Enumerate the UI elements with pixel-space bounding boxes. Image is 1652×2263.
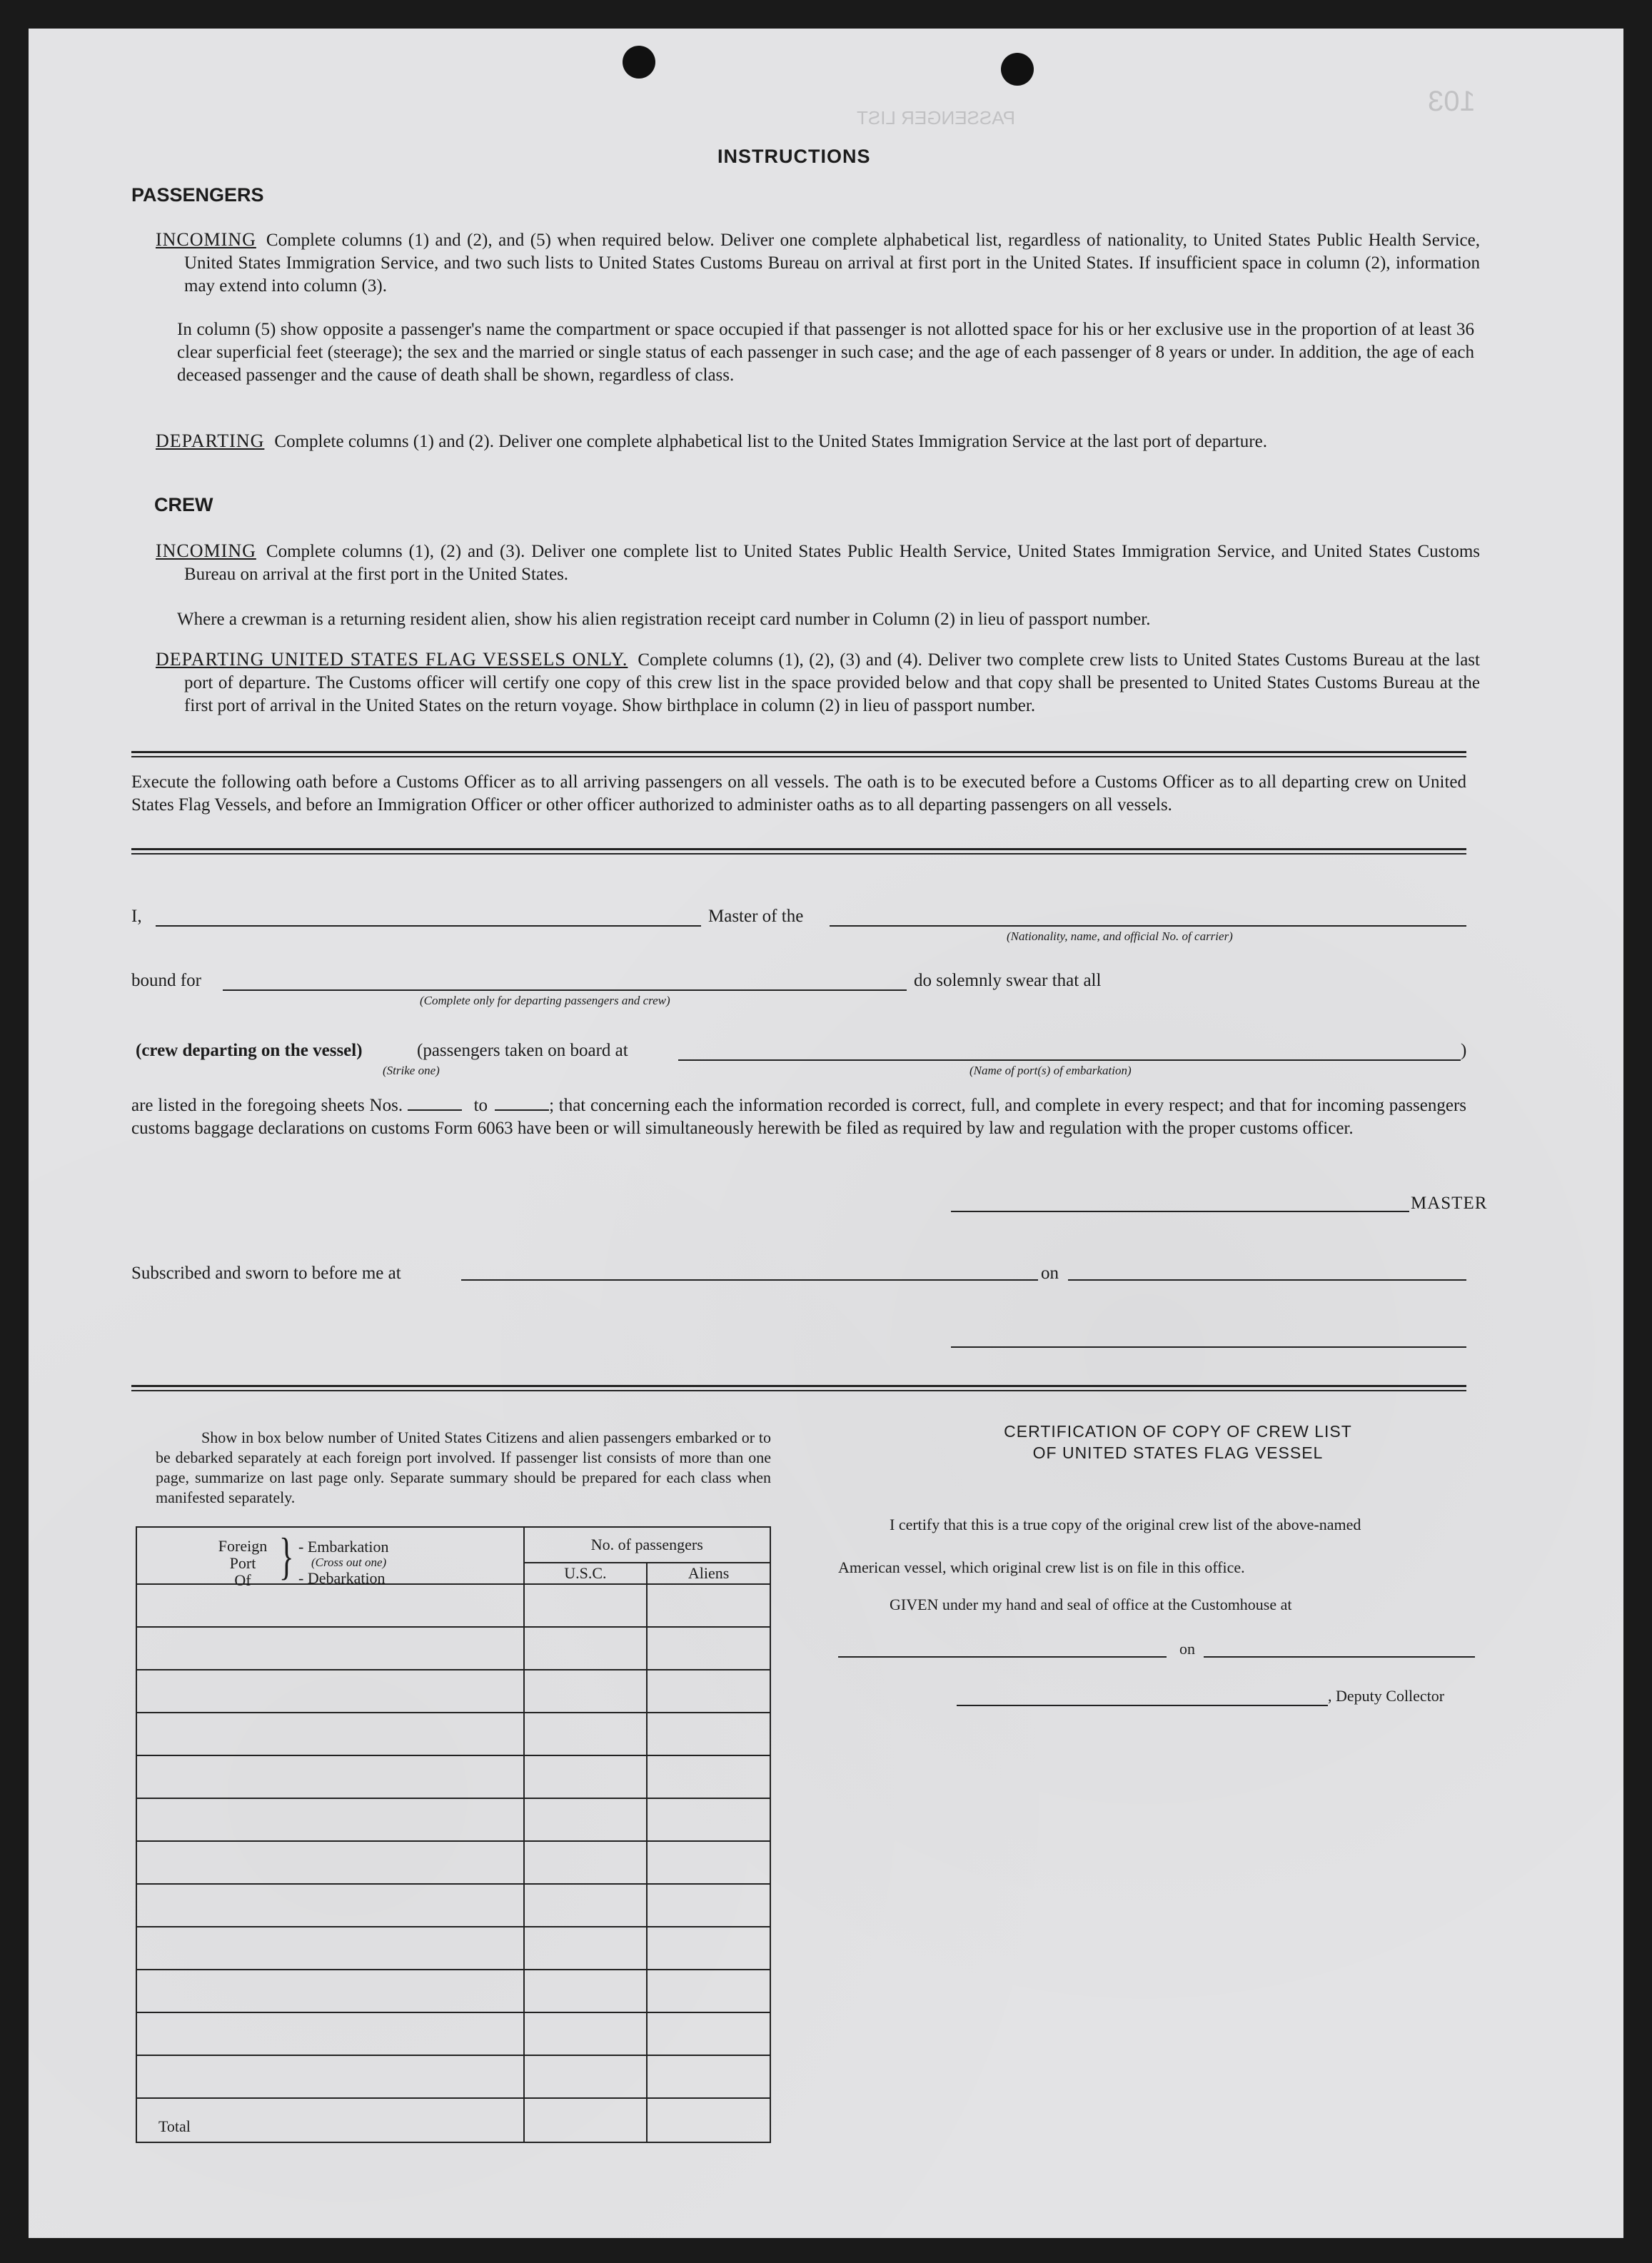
sheet-from-line[interactable]: [408, 1094, 462, 1111]
crew-departing-option[interactable]: (crew departing on the vessel): [136, 1041, 363, 1060]
crew-incoming-label: INCOMING: [156, 540, 256, 561]
certification-title: [864, 1421, 1492, 1463]
aliens-header: Aliens: [647, 1563, 770, 1584]
punch-hole-right: [1001, 53, 1034, 86]
listed-label: are listed in the foregoing sheets Nos.: [131, 1096, 403, 1115]
master-label: MASTER: [1411, 1194, 1488, 1213]
passenger-summary-table: [136, 1526, 771, 2143]
column5-paragraph: In column (5) show opposite a passenger's name the compartment or space occupied if that passenger is not allotted space for his or her exclusive use in the proportion of at least 36 clear superficial feet (steerage); the sex and the married or single status of each passenger in such case; and the age of each passenger of 8 years or under. In addition, the age of each deceased passenger and the cause of death shall be shown, regardless of class.: [177, 320, 1474, 385]
listed-rest: ; that concerning each the information recorded is correct, full, and complete in every respect; and that for incoming passengers customs baggage declarations on customs Form 6063 have been or will simultaneously herewith be filed as required by law and regulation with the proper customs officer.: [131, 1096, 1467, 1138]
no-passengers-header: No. of passengers: [524, 1527, 770, 1563]
certify-line-2: American vessel, which original crew list is on file in this office.: [838, 1558, 1245, 1576]
embarkation-label[interactable]: - Embarkation: [298, 1538, 389, 1556]
certification-title-line-1: CERTIFICATION OF COPY OF CREW LIST: [1004, 1422, 1352, 1441]
table-row[interactable]: [136, 1584, 770, 1627]
passengers-incoming-paragraph: [156, 228, 1480, 298]
bound-for-caption: (Complete only for departing passengers and crew): [420, 994, 670, 1007]
table-row[interactable]: [136, 1755, 770, 1798]
master-of-label: Master of the: [708, 907, 804, 926]
close-paren: ): [1461, 1041, 1467, 1060]
punch-hole-left: [623, 46, 655, 79]
section-divider: [131, 751, 1466, 757]
subscribed-date-line[interactable]: [1068, 1279, 1466, 1281]
carrier-line[interactable]: [830, 925, 1466, 927]
bleed-through-shadow: 103: [1428, 86, 1476, 117]
oath-i-label: I,: [131, 907, 142, 926]
table-row[interactable]: [136, 1713, 770, 1755]
usc-header: U.S.C.: [524, 1563, 648, 1584]
foreign-port-header: [136, 1527, 524, 1589]
subscribed-place-line[interactable]: [461, 1279, 1038, 1281]
passengers-departing-text: Complete columns (1) and (2). Deliver one complete alphabetical list to the United States Immigration Service at the last port of departure.: [274, 432, 1267, 451]
table-row[interactable]: [136, 1884, 770, 1927]
certify-line-1: I certify that this is a true copy of the original crew list of the above-named: [890, 1516, 1361, 1533]
passengers-departing-paragraph: [156, 430, 1480, 453]
oath-intro-paragraph: Execute the following oath before a Customs Officer as to all arriving passengers on all vessels. The oath is to be executed before a Customs Officer as to all departing crew on United States Flag Vessels, and before an Immigration Officer or other officer authorized to administer oaths as to all departing passengers on all vessels.: [131, 772, 1466, 815]
carrier-caption: (Nationality, name, and official No. of carrier): [1007, 929, 1233, 943]
subscribed-label: Subscribed and sworn to before me at: [131, 1264, 401, 1283]
table-row[interactable]: [136, 1798, 770, 1841]
summary-note: Show in box below number of United States Citizens and alien passengers embarked or to be debarked separately at each foreign port involved. If passenger list consists of more than one page, summarize on last page only. Separate summary should be prepared for each class when manifested separately.: [156, 1428, 771, 1506]
of-label: Of: [234, 1571, 251, 1589]
document-page: [29, 29, 1623, 2238]
passengers-taken-label: (passengers taken on board at: [417, 1041, 628, 1060]
table-row[interactable]: [136, 2055, 770, 2098]
listed-to-label: to: [473, 1096, 488, 1115]
oath-listed-paragraph: [131, 1094, 1466, 1140]
table-row[interactable]: [136, 1927, 770, 1970]
table-row[interactable]: [136, 1627, 770, 1670]
crew-departing-paragraph: [156, 648, 1480, 717]
certification-place-line[interactable]: [838, 1656, 1167, 1658]
deputy-signature-line[interactable]: [957, 1705, 1328, 1706]
foreign-label: Foreign: [218, 1537, 268, 1555]
sheet-to-line[interactable]: [495, 1094, 549, 1111]
bleed-through-shadow: PASSENGER LIST: [857, 107, 1016, 128]
port-label: Port: [229, 1554, 256, 1572]
passengers-incoming-text: Complete columns (1) and (2), and (5) when required below. Deliver one complete alphabetical list, regardless of nationality, to United States Public Health Service, United States Immigration Service, and two such lists to United States Customs Bureau on arrival at first port in the United States. If insufficient space in column (2), information may extend into column (3).: [184, 231, 1480, 296]
certification-on-label: on: [1179, 1640, 1195, 1658]
bound-for-label: bound for: [131, 971, 201, 990]
crew-departing-text: Complete columns (1), (2), (3) and (4). Deliver two complete crew lists to United States Customs Bureau at the last port of departure. The Customs officer will certify one copy of this crew list in the space provided below and that copy shall be presented to United States Customs Bureau at the first port of arrival in the United States on the return voyage. Show birthplace in column (2) in lieu of passport number.: [184, 650, 1480, 715]
passengers-departing-label: DEPARTING: [156, 430, 265, 451]
crew-departing-label: DEPARTING UNITED STATES FLAG VESSELS ONLY.: [156, 649, 628, 670]
embarkation-port-caption: (Name of port(s) of embarkation): [969, 1064, 1132, 1077]
crew-resident-paragraph: Where a crewman is a returning resident alien, show his alien registration receipt card number in Column (2) in lieu of passport number.: [177, 610, 1151, 629]
table-row[interactable]: [136, 1670, 770, 1713]
section-title-crew: CREW: [154, 494, 213, 515]
deputy-collector-label: , Deputy Collector: [1328, 1687, 1445, 1705]
bound-for-line[interactable]: [223, 989, 907, 991]
certification-date-line[interactable]: [1204, 1656, 1475, 1658]
table-row[interactable]: [136, 2012, 770, 2055]
oath-divider: [131, 848, 1466, 855]
strike-one-caption: (Strike one): [383, 1064, 440, 1077]
master-name-line[interactable]: [156, 925, 701, 927]
subscribed-on-label: on: [1041, 1264, 1059, 1283]
crew-incoming-paragraph: [156, 540, 1480, 586]
section-title-passengers: PASSENGERS: [131, 184, 264, 206]
summary-divider: [131, 1385, 1466, 1391]
debarkation-label[interactable]: - Debarkation: [298, 1569, 386, 1587]
given-line: GIVEN under my hand and seal of office at the Customhouse at: [890, 1596, 1292, 1613]
total-label: Total: [136, 2098, 524, 2142]
total-row[interactable]: [136, 2098, 770, 2142]
passengers-incoming-label: INCOMING: [156, 229, 256, 250]
master-signature-line[interactable]: [951, 1211, 1409, 1212]
cross-out-caption: (Cross out one): [311, 1556, 387, 1569]
certification-title-line-2: OF UNITED STATES FLAG VESSEL: [1032, 1443, 1324, 1462]
table-row[interactable]: [136, 1841, 770, 1884]
crew-incoming-text: Complete columns (1), (2) and (3). Deliver one complete list to United States Public Health Service, United States Immigration Service, and United States Customs Bureau on arrival at the first port in the United States.: [184, 542, 1480, 584]
officer-signature-line[interactable]: [951, 1346, 1466, 1348]
swear-label: do solemnly swear that all: [914, 971, 1102, 990]
embarkation-port-line[interactable]: [678, 1059, 1461, 1061]
table-row[interactable]: [136, 1970, 770, 2012]
page-title: INSTRUCTIONS: [717, 146, 871, 167]
brace-symbol: }: [278, 1528, 294, 1585]
